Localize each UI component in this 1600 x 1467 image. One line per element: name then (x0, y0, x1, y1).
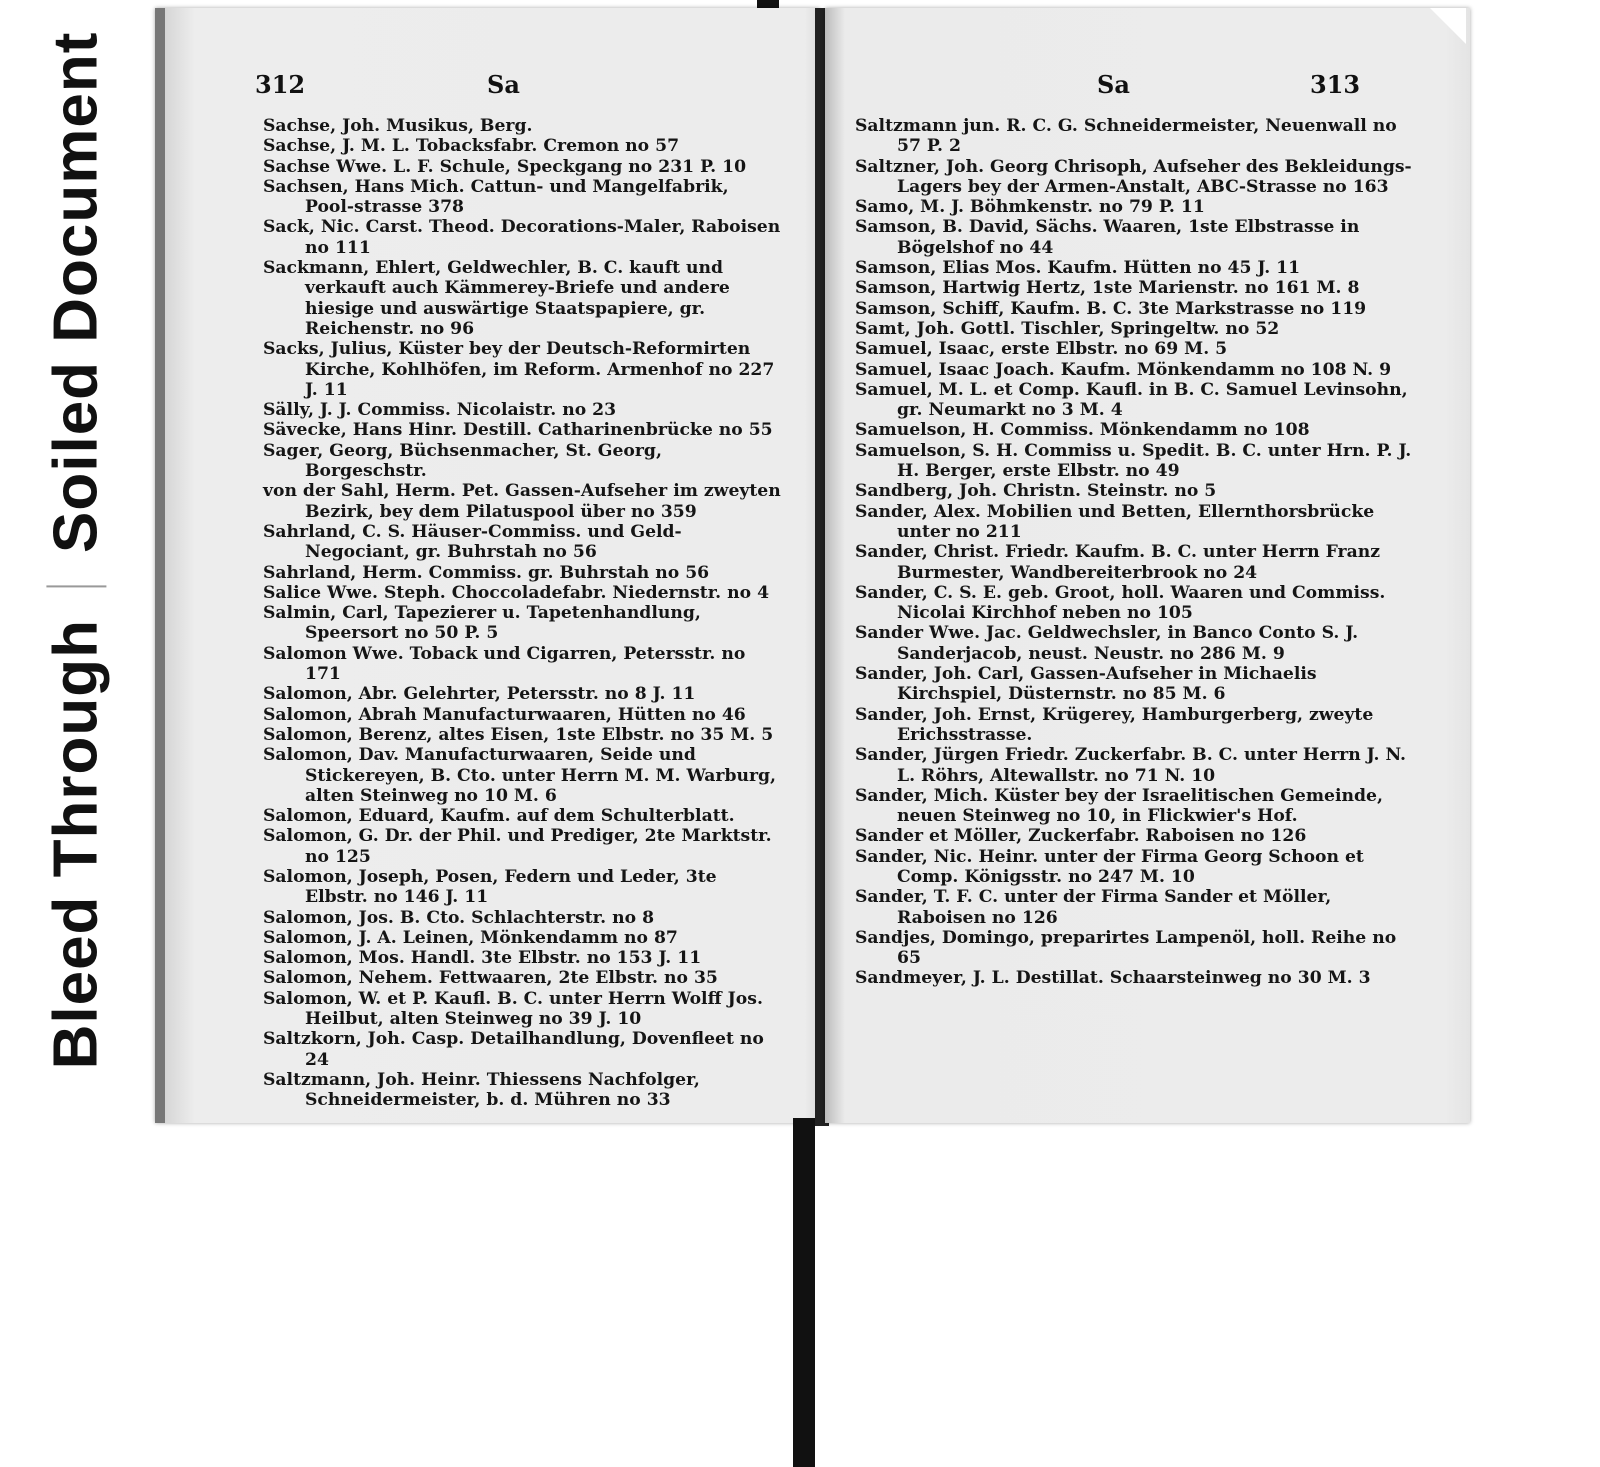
directory-entry: Sander, C. S. E. geb. Groot, holl. Waaren und Commiss. Nicolai Kirchhof neben no 105 (855, 582, 1392, 624)
directory-entry: Sander, Nic. Heinr. unter der Firma Georg Schoon et Comp. Königsstr. no 247 M. 10 (855, 846, 1370, 887)
directory-entry: Sahrland, C. S. Häuser-Commiss. und Geld-Negociant, gr. Buhrstah no 56 (263, 521, 682, 563)
directory-entry: Sager, Georg, Büchsenmacher, St. Georg, Borgeschstr. (263, 440, 668, 482)
directory-entry: Samson, Elias Mos. Kaufm. Hütten no 45 J. 11 (855, 258, 1301, 279)
directory-entry: Sandmeyer, J. L. Destillat. Schaarsteinweg no 30 M. 3 (855, 968, 1371, 989)
directory-entry: Saltzmann, Joh. Heinr. Thiessens Nachfolger, Schneidermeister, b. d. Mühren no 33 (263, 1069, 706, 1111)
directory-entry: Sandberg, Joh. Christn. Steinstr. no 5 (855, 481, 1217, 502)
directory-entry: Salomon, Joseph, Posen, Federn und Leder, 3te Elbstr. no 146 J. 11 (263, 866, 723, 908)
directory-entry: Samuel, Isaac Joach. Kaufm. Mönkendamm no 108 N. 9 (855, 359, 1392, 380)
directory-entry: Sander, Christ. Friedr. Kaufm. B. C. unter Herrn Franz Burmester, Wandbereiterbrook no 24 (855, 542, 1386, 583)
directory-entry: Sackmann, Ehlert, Geldwechler, B. C. kauft und verkauft auch Kämmerey-Briefe und andere hiesige und auswärtige Staatspapiere, gr. Reichenstr. no 96 (263, 258, 736, 339)
directory-entry: Salomon, J. A. Leinen, Mönkendamm no 87 (263, 927, 678, 948)
directory-entry: Sander, Mich. Küster bey der Israelitischen Gemeinde, neuen Steinweg no 10, in Flickwier's Hof. (855, 785, 1389, 827)
directory-entry: Sachse Wwe. L. F. Schule, Speckgang no 231 P. 10 (263, 156, 747, 177)
page-corner-fold (1430, 8, 1466, 44)
directory-entry: Samson, Hartwig Hertz, 1ste Marienstr. no 161 M. 8 (855, 278, 1360, 299)
directory-entry: Sander, Jürgen Friedr. Zuckerfabr. B. C. unter Herrn J. N. L. Röhrs, Altewallstr. no 71 N. 10 (855, 745, 1413, 786)
page-header-right: Sa (1097, 70, 1130, 99)
directory-entry: Salomon Wwe. Toback und Cigarren, Petersstr. no 171 (263, 643, 752, 685)
label-divider (46, 584, 106, 586)
directory-entry: Samt, Joh. Gottl. Tischler, Springeltw. no 52 (855, 318, 1280, 339)
directory-entries-left (263, 116, 787, 1111)
directory-entry: Sander et Möller, Zuckerfabr. Raboisen no 126 (855, 826, 1307, 847)
directory-entry: Sander, Alex. Mobilien und Betten, Ellernthorsbrücke unter no 211 (855, 501, 1381, 542)
directory-entry: Sahrland, Herm. Commiss. gr. Buhrstah no 56 (263, 562, 710, 583)
directory-entry: Sävecke, Hans Hinr. Destill. Catharinenbrücke no 55 (263, 420, 773, 441)
directory-entry: Salomon, Dav. Manufacturwaaren, Seide und Stickereyen, B. Cto. unter Herrn M. M. Warburg, alten Steinweg no 10 M. 6 (263, 745, 783, 806)
directory-entry: Sacks, Julius, Küster bey der Deutsch-Reformirten Kirche, Kohlhöfen, im Reform. Armenhof no 227 J. 11 (263, 339, 781, 400)
directory-entry: Saltzner, Joh. Georg Chrisoph, Aufseher des Bekleidungs-Lagers bey der Armen-Anstalt, ABC-Strasse no 163 (855, 156, 1412, 197)
directory-entry: Salomon, Nehem. Fettwaaren, 2te Elbstr. no 35 (263, 968, 718, 989)
page-number-left: 312 (255, 70, 306, 99)
soiled-document-label: Soiled Document (41, 31, 111, 553)
directory-entry: Sander, Joh. Ernst, Krügerey, Hamburgerberg, zweyte Erichsstrasse. (855, 704, 1380, 745)
directory-entry: Salomon, Abrah Manufacturwaaren, Hütten no 46 (263, 704, 746, 725)
directory-entries-right (855, 116, 1418, 989)
directory-entry: Salmin, Carl, Tapezierer u. Tapetenhandlung, Speersort no 50 P. 5 (263, 603, 707, 644)
bleed-through-label: Bleed Through (41, 618, 111, 1069)
binding-tab-bottom (793, 1118, 815, 1467)
directory-entry: Sachse, J. M. L. Tobacksfabr. Cremon no 57 (263, 136, 680, 157)
page-number-right: 313 (1310, 70, 1361, 99)
directory-entry: Salomon, Eduard, Kaufm. auf dem Schulterblatt. (263, 806, 735, 827)
directory-entry: Salomon, Abr. Gelehrter, Petersstr. no 8 J. 11 (263, 684, 696, 705)
right-page (825, 8, 1470, 1123)
left-page (155, 8, 820, 1123)
directory-entry: Saltzmann jun. R. C. G. Schneidermeister, Neuenwall no 57 P. 2 (855, 116, 1403, 157)
directory-entry: Samson, B. David, Sächs. Waaren, 1ste Elbstrasse in Bögelshof no 44 (855, 217, 1366, 258)
directory-entry: Sander, T. F. C. unter der Firma Sander et Möller, Raboisen no 126 (855, 887, 1338, 928)
directory-entry: Salomon, Jos. B. Cto. Schlachterstr. no 8 (263, 907, 655, 928)
directory-entry: Sälly, J. J. Commiss. Nicolaistr. no 23 (263, 400, 617, 421)
directory-entry: Samuel, Isaac, erste Elbstr. no 69 M. 5 (855, 339, 1228, 360)
directory-entry: Sachsen, Hans Mich. Cattun- und Mangelfabrik, Pool-strasse 378 (263, 176, 735, 218)
directory-entry: Samuelson, H. Commiss. Mönkendamm no 108 (855, 420, 1310, 441)
directory-entry: Samuel, M. L. et Comp. Kaufl. in B. C. Samuel Levinsohn, gr. Neumarkt no 3 M. 4 (855, 379, 1414, 421)
directory-entry: Sachse, Joh. Musikus, Berg. (263, 116, 533, 136)
directory-entry: Samo, M. J. Böhmkenstr. no 79 P. 11 (855, 197, 1205, 218)
directory-entry: Samson, Schiff, Kaufm. B. C. 3te Markstrasse no 119 (855, 298, 1367, 319)
document-condition-label (36, 31, 116, 1069)
directory-entry: Salomon, Mos. Handl. 3te Elbstr. no 153 J. 11 (263, 948, 702, 969)
directory-entry: Salomon, W. et P. Kaufl. B. C. unter Herrn Wolff Jos. Heilbut, alten Steinweg no 39 J. 10 (263, 988, 769, 1030)
directory-entry: Salice Wwe. Steph. Choccoladefabr. Niedernstr. no 4 (263, 582, 770, 603)
directory-entry: Sandjes, Domingo, preparirtes Lampenöl, holl. Reihe no 65 (855, 927, 1403, 969)
directory-entry: Salomon, Berenz, altes Eisen, 1ste Elbstr. no 35 M. 5 (263, 724, 774, 745)
directory-entry: Sander, Joh. Carl, Gassen-Aufseher in Michaelis Kirchspiel, Düsternstr. no 85 M. 6 (855, 664, 1323, 705)
page-header-left: Sa (487, 70, 520, 99)
open-book (155, 8, 1470, 1131)
directory-entry: Saltzkorn, Joh. Casp. Detailhandlung, Dovenfleet no 24 (263, 1029, 770, 1070)
directory-entry: Sander Wwe. Jac. Geldwechsler, in Banco Conto S. J. Sanderjacob, neust. Neustr. no 286 M. 9 (855, 623, 1365, 664)
directory-entry: Samuelson, S. H. Commiss u. Spedit. B. C. unter Hrn. P. J. H. Berger, erste Elbstr. no 49 (855, 440, 1418, 482)
directory-entry: Sack, Nic. Carst. Theod. Decorations-Maler, Raboisen no 111 (263, 217, 787, 258)
directory-entry: von der Sahl, Herm. Pet. Gassen-Aufseher im zweyten Bezirk, bey dem Pilatuspool über no 359 (263, 481, 787, 522)
directory-entry: Salomon, G. Dr. der Phil. und Prediger, 2te Marktstr. no 125 (263, 826, 778, 867)
